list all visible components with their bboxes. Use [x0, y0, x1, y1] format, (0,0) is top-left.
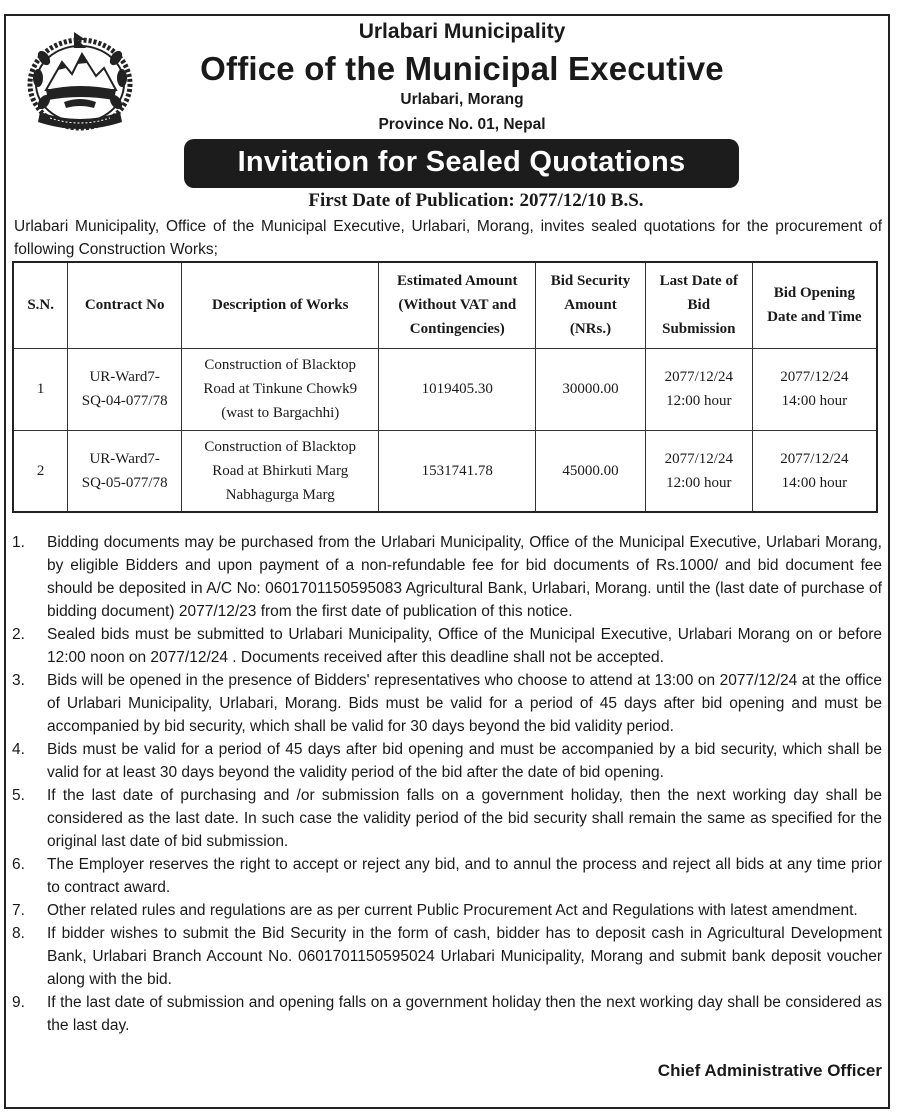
row-last-date-day: 2077/12/24 [664, 369, 733, 385]
list-item [12, 738, 882, 784]
row-opening [752, 348, 877, 430]
publication-date: First Date of Publication: 2077/12/10 B.S. [308, 190, 644, 211]
row-description: Construction of Blacktop Road at Tinkune Chowk9 (wast to Bargachhi) [182, 348, 379, 430]
row-sn: 2 [13, 430, 68, 512]
header-bid-opening: Bid Opening Date and Time [752, 262, 877, 348]
notice-title-banner: Invitation for Sealed Quotations [184, 139, 739, 188]
signatory-title: Chief Administrative Officer [657, 1061, 882, 1080]
list-number: 8. [12, 925, 25, 942]
municipality-name: Urlabari Municipality [358, 20, 566, 43]
row-opening-time: 14:00 hour [781, 474, 848, 491]
row-description: Construction of Blacktop Road at Bhirkuti Marg Nabhagurga Marg [182, 430, 379, 512]
list-text: If bidder wishes to submit the Bid Security in the form of cash, bidder has to deposit cash in Agricultural Development Bank, Urlabari Branch Account No. 0601701150595024 Urlabari Municipality, Morang and submit bank deposit voucher along with the bid. [47, 925, 882, 988]
row-last-date-time: 12:00 hour [666, 474, 732, 491]
office-title: Office of the Municipal Executive [200, 50, 724, 87]
list-text: Bids must be valid for a period of 45 days after bid opening and must be accompanied by a bid security, which shall be valid for at least 30 days beyond the validity period of the bid after the date of bid opening. [47, 741, 882, 781]
list-number: 3. [12, 672, 25, 689]
intro-paragraph: Urlabari Municipality, Office of the Municipal Executive, Urlabari, Morang, invites sealed quotations for the procurement of following Construction Works; [14, 218, 882, 258]
row-contract-no: UR-Ward7-SQ-05-077/78 [68, 430, 182, 512]
office-location: Urlabari, Morang [400, 91, 524, 108]
row-bid-security: 30000.00 [536, 348, 646, 430]
row-estimated-amount: 1531741.78 [379, 430, 536, 512]
list-text: The Employer reserves the right to accept or reject any bid, and to annul the process and reject all bids at any time prior to contract award. [47, 856, 882, 896]
row-opening-time: 14:00 hour [781, 393, 848, 409]
header-contract-no: Contract No [68, 262, 182, 348]
row-opening [752, 430, 877, 512]
row-estimated-amount: 1019405.30 [379, 348, 536, 430]
list-item [12, 899, 882, 922]
list-item [12, 669, 882, 738]
list-number: 7. [12, 902, 25, 919]
list-text: Bidding documents may be purchased from the Urlabari Municipality, Office of the Municipal Executive, Urlabari Morang, by eligible Bidders and upon payment of a non-refundable fee for bid documents of Rs.1000/ and bid document fee should be deposited in A/C No: 0601701150595083 Agricultural Bank, Urlabari, Morang. until the (last date of purchase of bidding document) 2077/12/23 from the first date of publication of this notice. [47, 534, 882, 620]
row-last-date-time: 12:00 hour [666, 393, 732, 409]
header-description: Description of Works [182, 262, 379, 348]
list-text: Sealed bids must be submitted to Urlabari Municipality, Office of the Municipal Executive, Urlabari Morang on or before 12:00 noon on 2077/12/24 . Documents received after this deadline shall not be accepted. [47, 626, 882, 666]
header-bid-security: Bid Security Amount (NRs.) [536, 262, 646, 348]
list-number: 4. [12, 741, 25, 758]
row-last-date-day: 2077/12/24 [664, 450, 733, 467]
province-line: Province No. 01, Nepal [378, 116, 546, 133]
conditions-list [12, 531, 882, 1037]
header-last-date: Last Date of Bid Submission [645, 262, 752, 348]
row-bid-security: 45000.00 [536, 430, 646, 512]
row-sn: 1 [13, 348, 68, 430]
table-row [13, 348, 877, 430]
row-last-date [645, 348, 752, 430]
list-item [12, 531, 882, 623]
table-header-row [13, 262, 877, 348]
list-number: 1. [12, 534, 25, 551]
row-last-date [645, 430, 752, 512]
list-item [12, 623, 882, 669]
works-table [12, 261, 878, 513]
list-item [12, 784, 882, 853]
list-text: Other related rules and regulations are as per current Public Procurement Act and Regulations with latest amendment. [47, 902, 858, 919]
list-number: 2. [12, 626, 25, 643]
header-sn: S.N. [13, 262, 68, 348]
list-item [12, 991, 882, 1037]
table-row [13, 430, 877, 512]
header-estimated-amount: Estimated Amount (Without VAT and Contingencies) [379, 262, 536, 348]
list-item [12, 922, 882, 991]
list-number: 9. [12, 994, 25, 1011]
list-text: Bids will be opened in the presence of Bidders' representatives who choose to attend at 13:00 on 2077/12/24 at the office of Urlabari Municipality, Urlabari, Morang. Bids must be valid for a period of 45 days after bid opening and must be accompanied by bid security, which shall be valid for 30 days beyond the bid validity period. [47, 672, 882, 735]
list-item [12, 853, 882, 899]
list-text: If the last date of submission and opening falls on a government holiday then the next working day shall be considered as the last day. [47, 994, 882, 1034]
list-number: 6. [12, 856, 25, 873]
row-opening-date: 2077/12/24 [780, 450, 849, 467]
row-opening-date: 2077/12/24 [780, 369, 849, 385]
row-contract-no: UR-Ward7-SQ-04-077/78 [68, 348, 182, 430]
list-text: If the last date of purchasing and /or submission falls on a government holiday, then the next working day shall be considered as the last date. In such case the validity period of the bid security shall remain the same as specified for the original last date of bid submission. [47, 787, 882, 850]
list-number: 5. [12, 787, 25, 804]
